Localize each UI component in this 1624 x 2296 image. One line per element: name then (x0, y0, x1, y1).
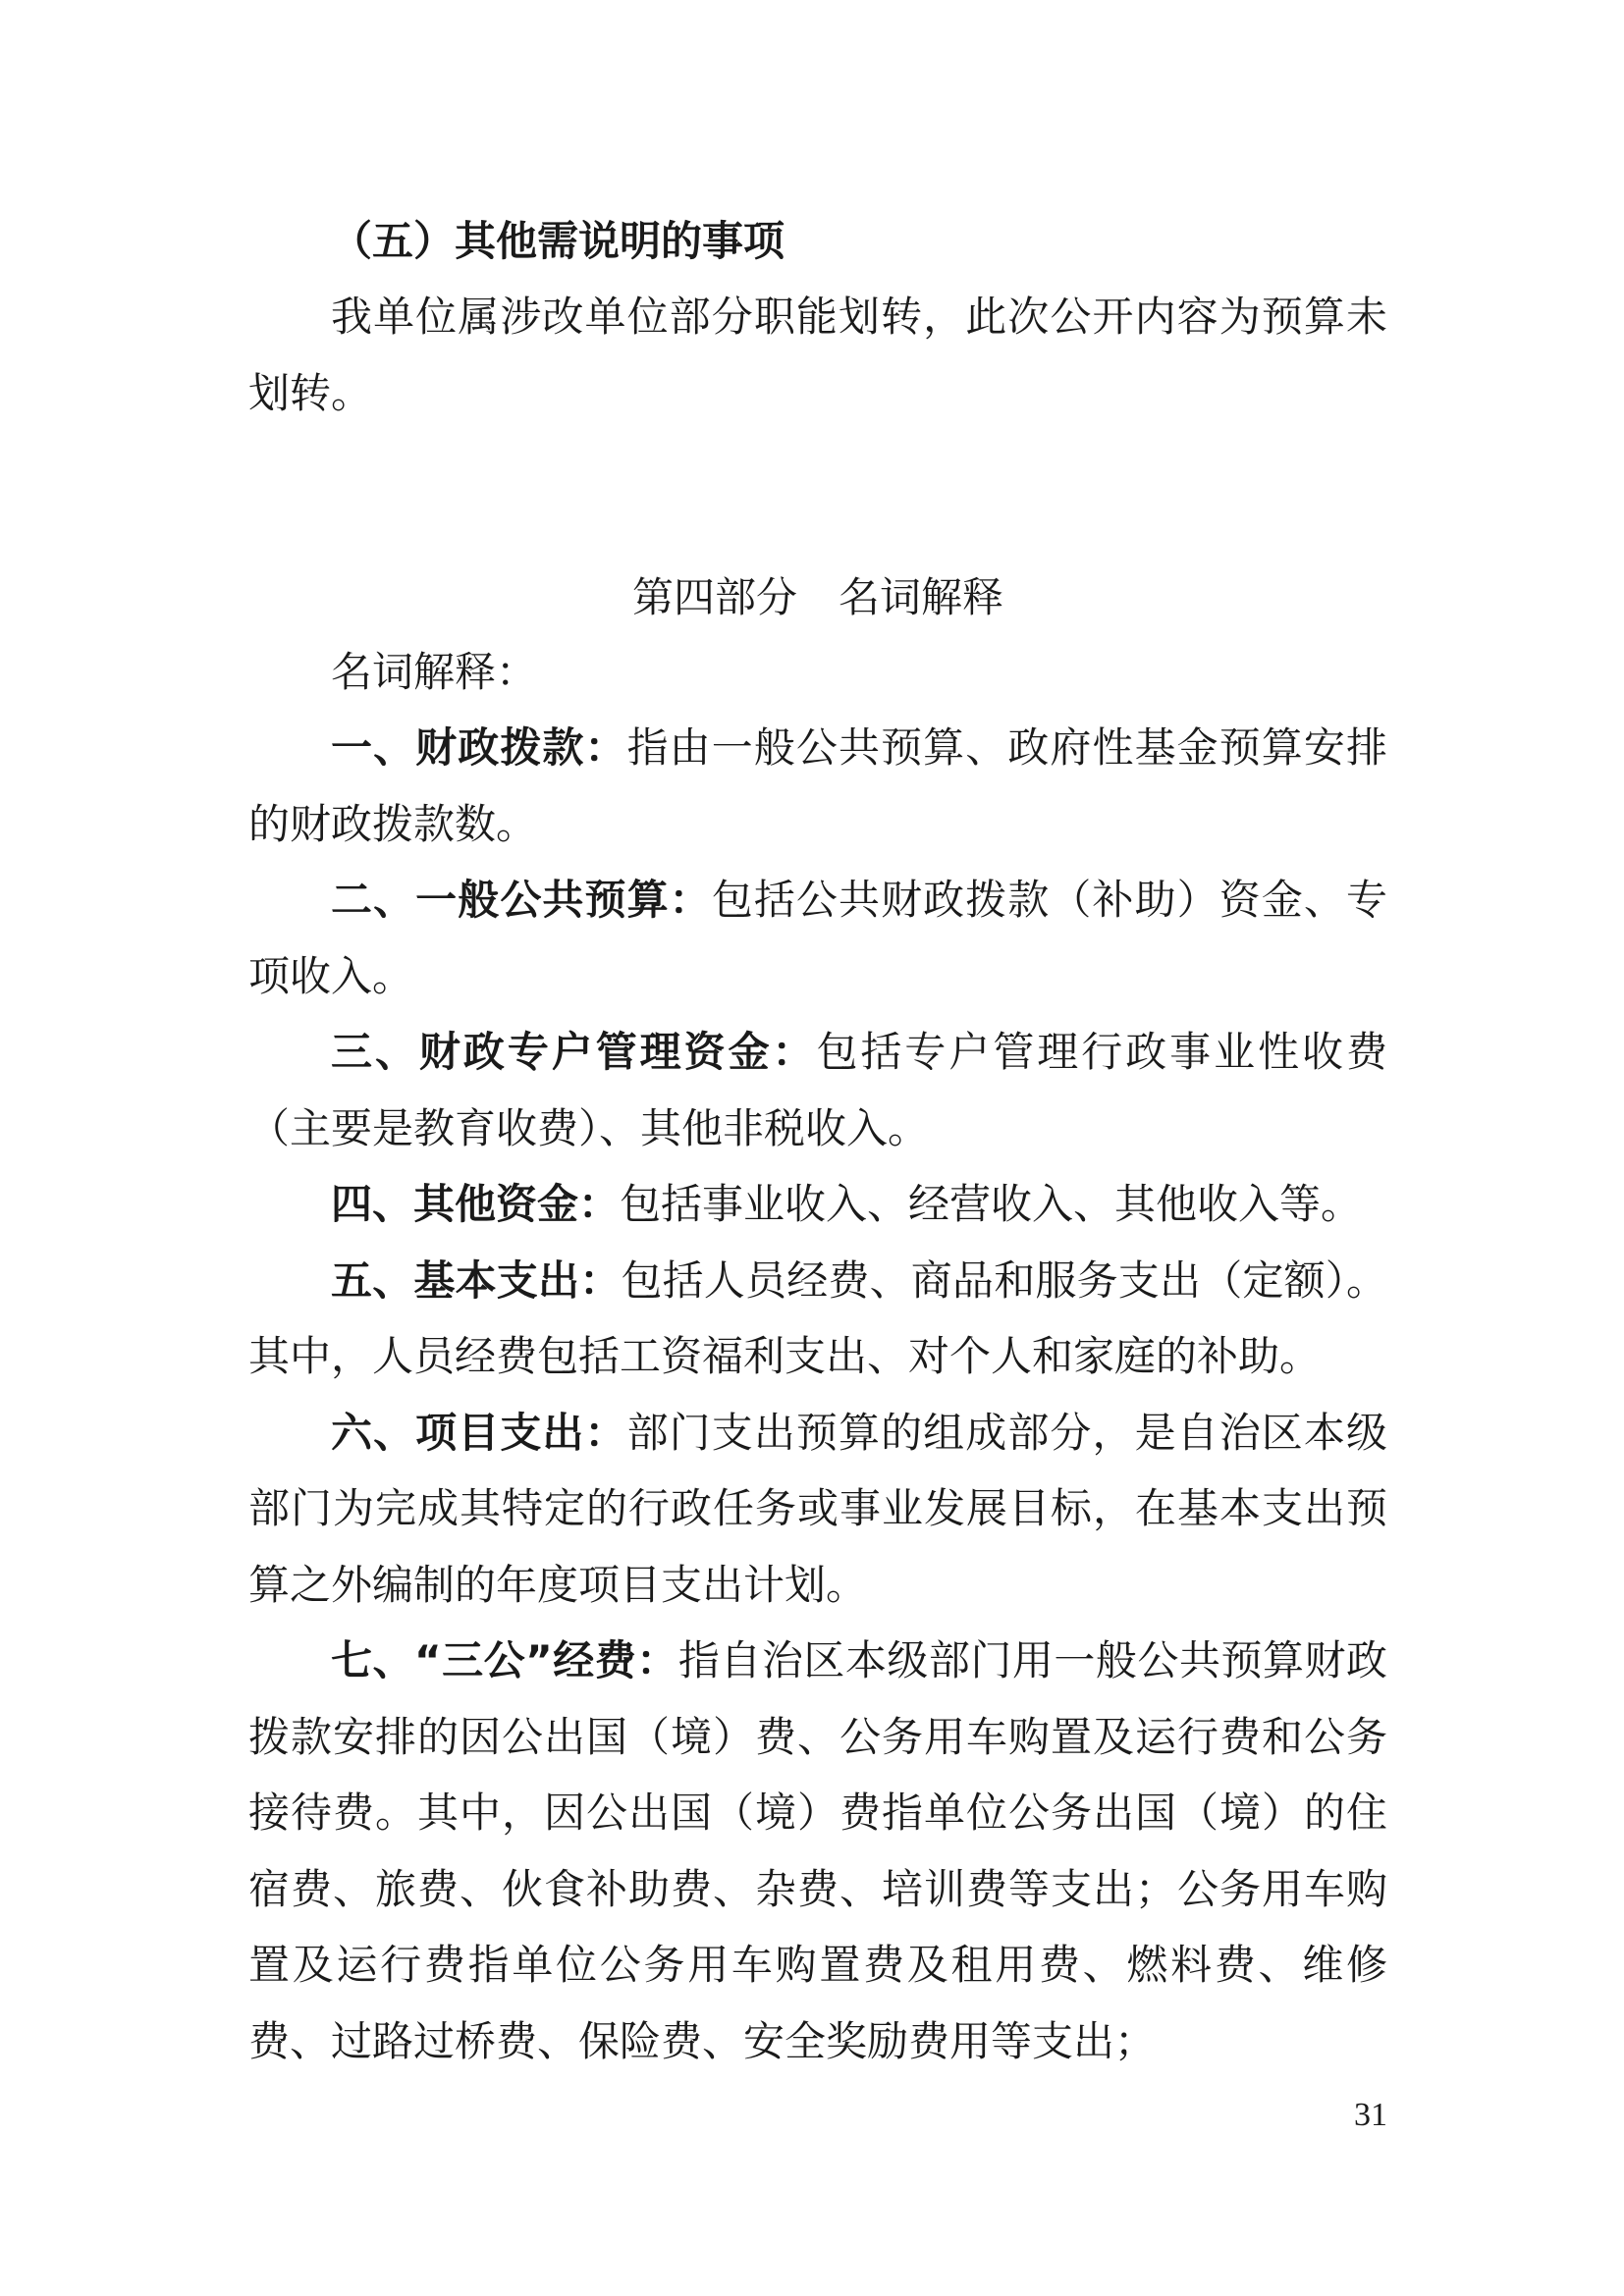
glossary-desc: 包括专户管理行政事业性收费（主要是教育收费）、其他非税收入。 (248, 1028, 1387, 1152)
glossary-item (248, 710, 1387, 862)
glossary-item (248, 1166, 1387, 1243)
glossary-item (248, 1623, 1387, 2079)
glossary-term: 二、一般公共预算： (331, 876, 712, 924)
page-number: 31 (1354, 2097, 1387, 2133)
part-title: 第四部分 名词解释 (631, 573, 1003, 621)
glossary-item (248, 1395, 1387, 1624)
glossary-intro: 名词解释： (331, 648, 538, 696)
glossary-item (248, 862, 1387, 1014)
glossary-term: 六、项目支出： (331, 1408, 627, 1457)
glossary-desc: 指由一般公共预算、政府性基金预算安排的财政拨款数。 (248, 723, 1387, 848)
glossary-term: 五、基本支出： (331, 1255, 622, 1305)
glossary-list (248, 710, 1387, 2079)
glossary-desc: 部门支出预算的组成部分，是自治区本级部门为完成其特定的行政任务或事业发展目标，在基本支出预算之外编制的年度项目支出计划。 (248, 1408, 1387, 1609)
glossary-term: 三、财政专户管理资金： (331, 1028, 817, 1076)
section-body: 我单位属涉改单位部分职能划转，此次公开内容为预算未划转。 (248, 293, 1387, 417)
glossary-term: 一、财政拨款： (331, 723, 627, 772)
glossary-desc: 指自治区本级部门用一般公共预算财政拨款安排的因公出国（境）费、公务用车购置及运行费和公务接待费。其中，因公出国（境）费指单位公务出国（境）的住宿费、旅费、伙食补助费、杂费、培训费等支出；公务用车购置及运行费指单位公务用车购置费及租用费、燃料费、维修费、过路过桥费、保险费、安全奖励费用等支出； (248, 1636, 1387, 2065)
glossary-desc: 包括事业收入、经营收入、其他收入等。 (620, 1180, 1363, 1228)
section-heading: （五）其他需说明的事项 (331, 217, 785, 265)
page-content (248, 204, 1387, 2079)
glossary-desc: 包括公共财政拨款（补助）资金、专项收入。 (248, 876, 1387, 1000)
glossary-term: 四、其他资金： (331, 1180, 621, 1228)
glossary-term: 七、“三公”经费： (331, 1636, 678, 1684)
glossary-desc: 包括人员经费、商品和服务支出（定额）。其中，人员经费包括工资福利支出、对个人和家庭的补助。 (248, 1255, 1387, 1380)
glossary-item (248, 1243, 1387, 1395)
glossary-item (248, 1014, 1387, 1166)
